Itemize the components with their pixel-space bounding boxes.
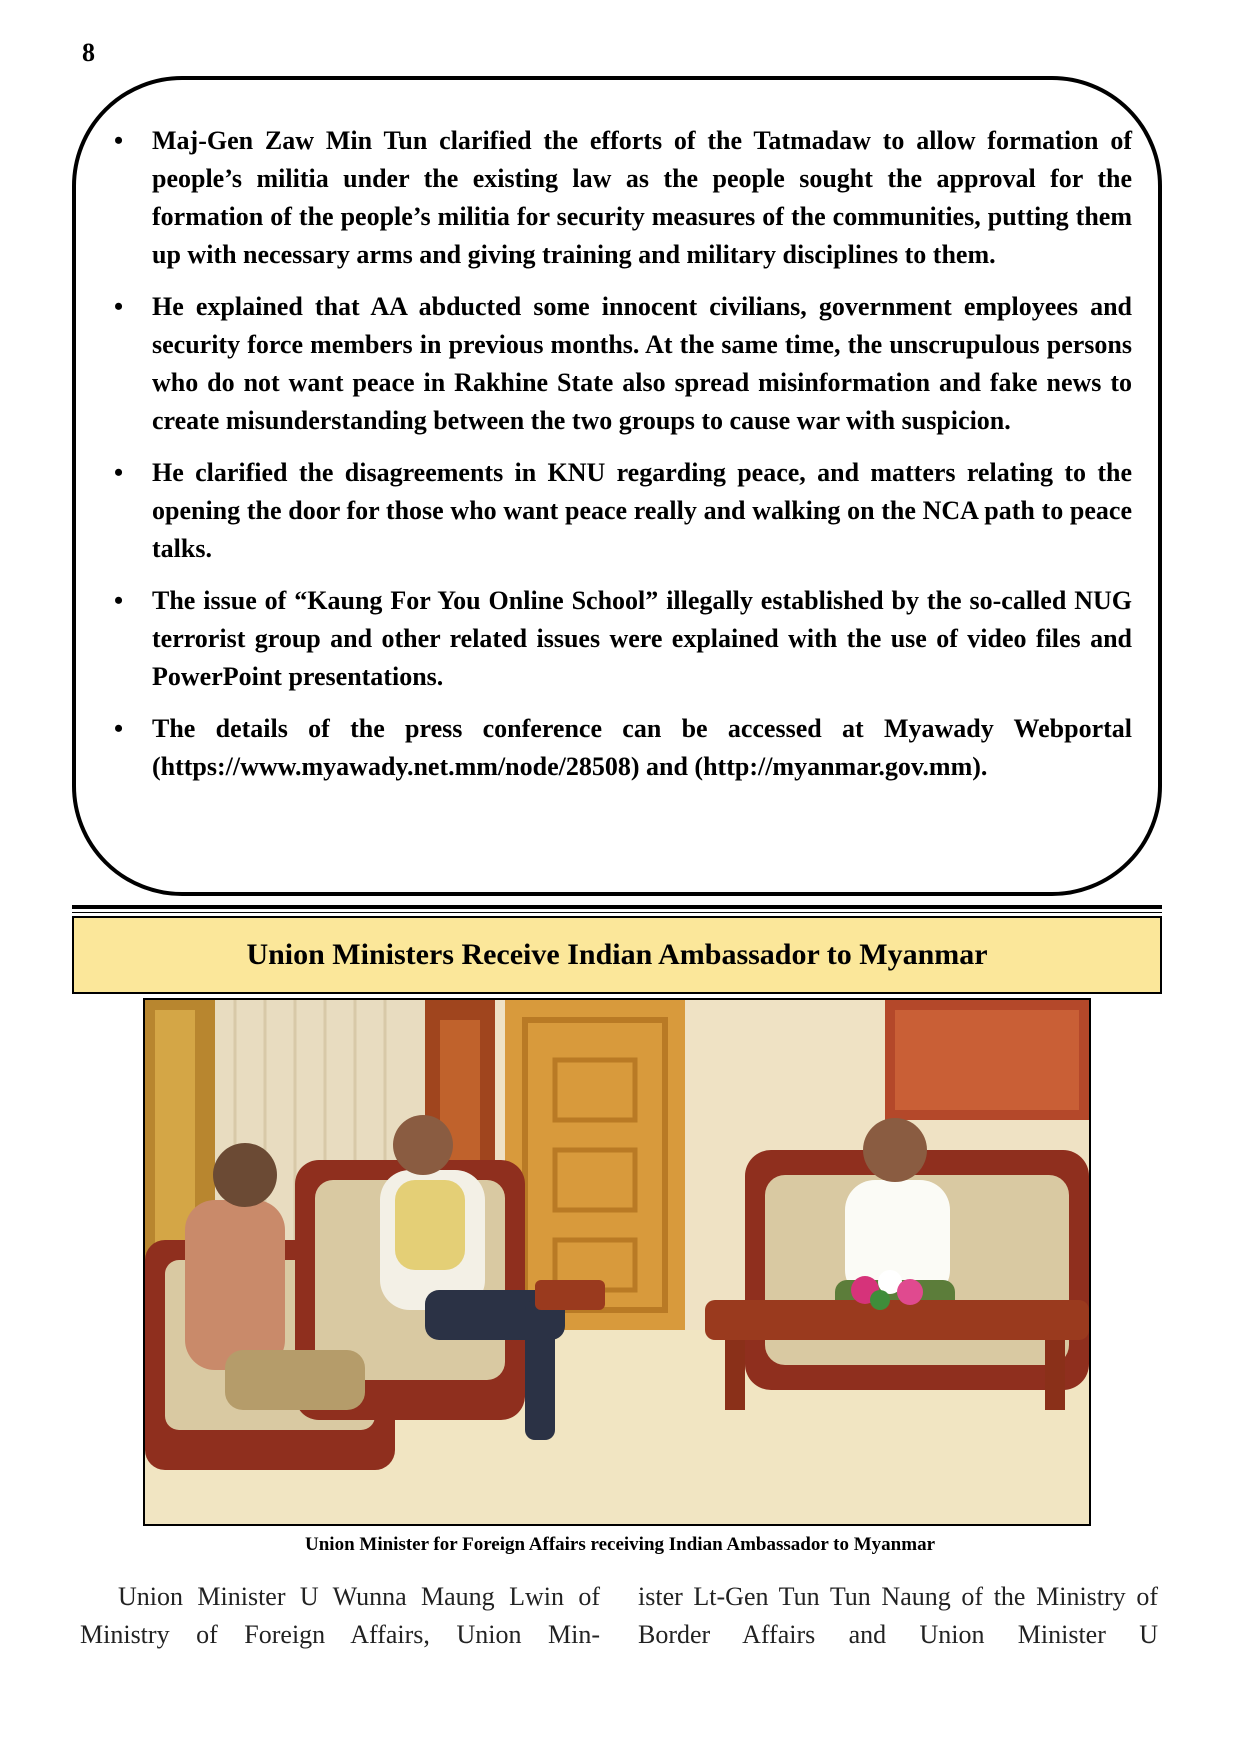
bullet-item: [112, 582, 1132, 696]
bullet-dot-icon: •: [114, 126, 124, 155]
bullet-text: Maj-Gen Zaw Min Tun clarified the efforts of the Tatmadaw to allow formation of people’s militia under the existing law as the people sought the approval for the formation of the people’s militia for security measures of the communities, putting them up with necessary arms and giving training and military disciplines to them.: [152, 126, 1132, 269]
bullet-dot-icon: •: [114, 714, 124, 743]
bullet-text: He explained that AA abducted some innocent civilians, government employees and security force members in previous months. At the same time, the unscrupulous persons who do not want peace in Rakhine State also spread misinformation and fake news to create misunderstanding between the two groups to cause war with suspicion.: [152, 292, 1132, 435]
article-paragraph: Union Minister U Wunna Maung Lwin of Ministry of Foreign Affairs, Union Min-: [80, 1582, 600, 1649]
article-headline: Union Ministers Receive Indian Ambassador to Myanmar: [246, 938, 988, 971]
bullet-item: [112, 454, 1132, 568]
bullet-item: [112, 288, 1132, 440]
section-divider-thin: [72, 912, 1162, 913]
bullet-dot-icon: •: [114, 586, 124, 615]
headline-banner: [72, 916, 1162, 994]
bullet-item: [112, 710, 1132, 786]
bullet-dot-icon: •: [114, 458, 124, 487]
section-divider: [72, 905, 1162, 909]
page-number: 8: [82, 38, 95, 67]
bullet-list: [112, 122, 1132, 800]
article-photo: [143, 998, 1091, 1526]
article-paragraph: ister Lt-Gen Tun Tun Naung of the Ministry of Border Affairs and Union Minister U: [638, 1582, 1158, 1649]
bullet-dot-icon: •: [114, 292, 124, 321]
article-column-right: [638, 1578, 1158, 1654]
bullet-text: The issue of “Kaung For You Online School” illegally established by the so-called NUG terrorist group and other related issues were explained with the use of video files and PowerPoint presentations.: [152, 586, 1132, 691]
bullet-item: [112, 122, 1132, 274]
bullet-text: The details of the press conference can be accessed at Myawady Webportal (https://www.myawady.net.mm/node/28508) and (http://myanmar.gov.mm).: [152, 714, 1132, 781]
photo-caption: Union Minister for Foreign Affairs receiving Indian Ambassador to Myanmar: [305, 1534, 935, 1555]
bullet-text: He clarified the disagreements in KNU regarding peace, and matters relating to the opening the door for those who want peace really and walking on the NCA path to peace talks.: [152, 458, 1132, 563]
article-column-left: [80, 1578, 600, 1654]
